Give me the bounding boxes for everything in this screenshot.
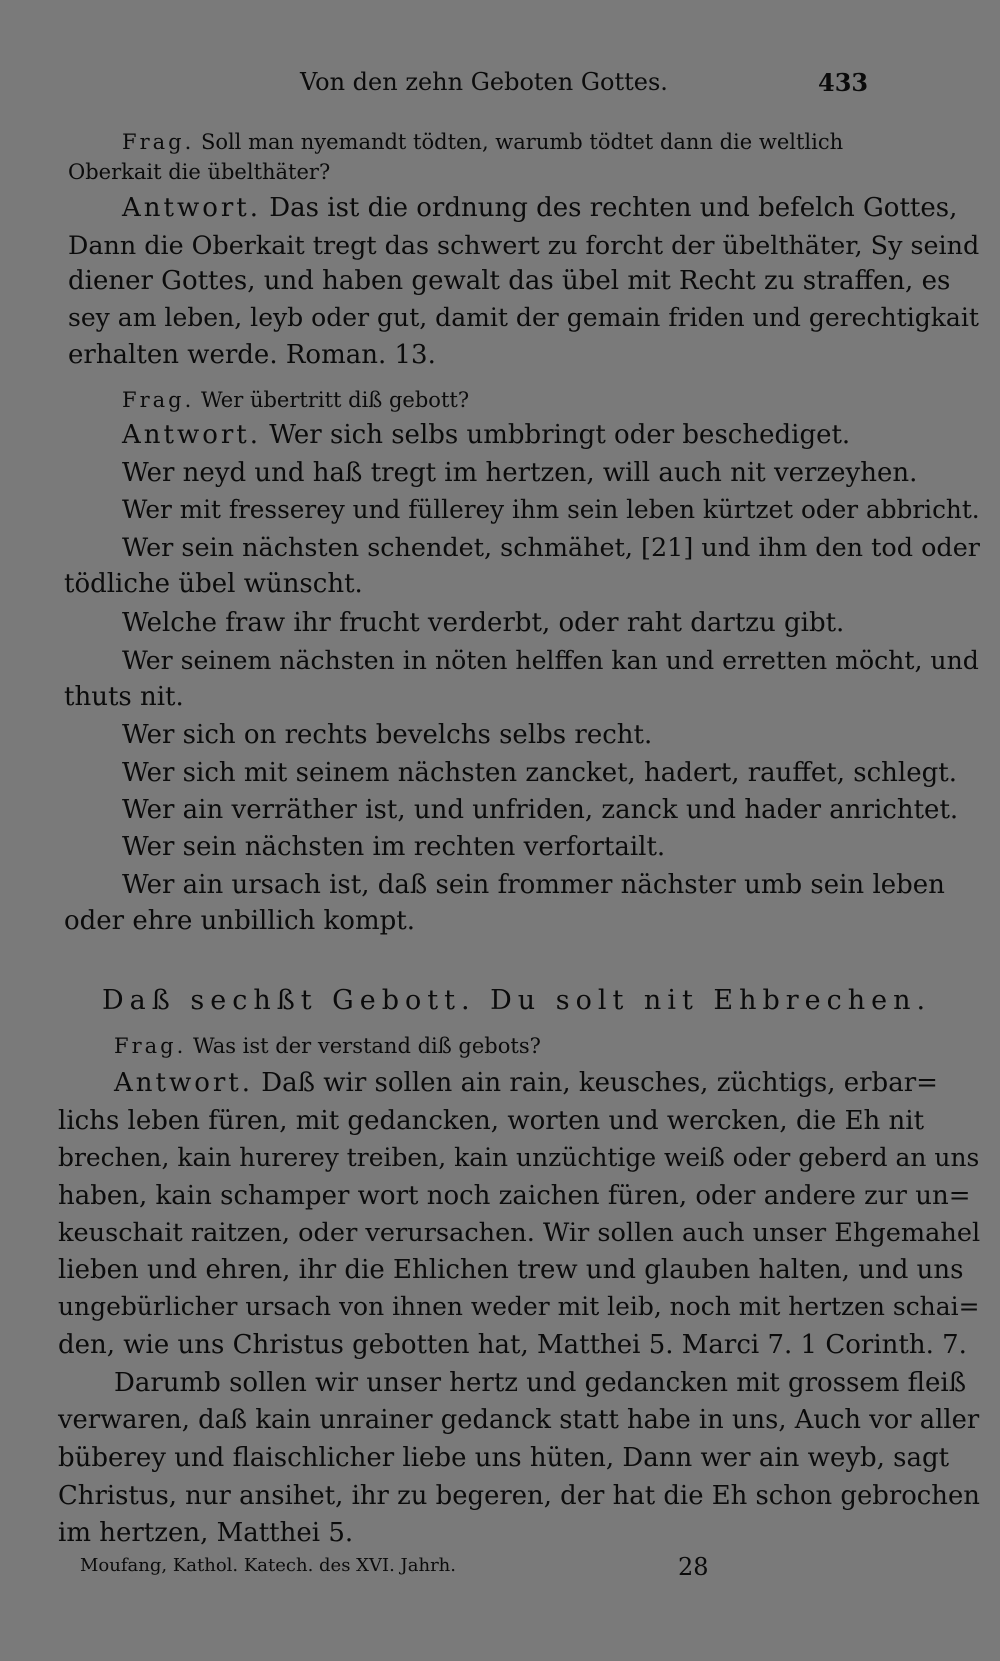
paragraph-line-4: Christus, nur ansihet, ihr zu begeren, der hat die Eh schon gebrochen (58, 1481, 980, 1511)
answer-text: Das ist die ordnung des rechten und befelch Gottes, (269, 193, 958, 223)
question-3 (114, 1034, 541, 1058)
answer-label: Antwort. (122, 420, 262, 450)
answer-2-line-5: tödliche übel wünscht. (64, 569, 363, 599)
sheet-number: 28 (678, 1553, 709, 1581)
answer-2-line-14: oder ehre unbillich kompt. (64, 906, 415, 936)
answer-2-line-9: Wer sich on rechts bevelchs selbs recht. (122, 720, 653, 750)
question-label: Frag. (122, 388, 195, 412)
answer-text: Wer sich selbs umbbringt oder beschediget. (269, 420, 851, 450)
answer-label: Antwort. (114, 1068, 254, 1098)
signature-line: Moufang, Kathol. Katech. des XVI. Jahrh. (80, 1555, 456, 1576)
section-heading: Daß sechßt Gebott. Du solt nit Ehbrechen. (102, 985, 932, 1016)
running-header: Von den zehn Geboten Gottes. (300, 68, 668, 96)
answer-2-line-6: Welche fraw ihr frucht verderbt, oder raht dartzu gibt. (122, 608, 845, 638)
answer-2-line-2: Wer neyd und haß tregt im hertzen, will auch nit verzeyhen. (122, 458, 918, 488)
question-1-line-1 (122, 130, 843, 154)
answer-1-line-3: diener Gottes, und haben gewalt das übel mit Recht zu straffen, es (68, 266, 951, 296)
answer-3-line-4: haben, kain schamper wort noch zaichen füren, oder andere zur un= (58, 1181, 971, 1211)
question-text: Was ist der verstand diß gebots? (192, 1034, 541, 1058)
answer-3-line-8: den, wie uns Christus gebotten hat, Matthei 5. Marci 7. 1 Corinth. 7. (58, 1330, 967, 1360)
answer-2-line-3: Wer mit fresserey und füllerey ihm sein leben kürtzet oder abbricht. (122, 495, 980, 524)
answer-2-line-1 (122, 420, 850, 450)
answer-3-line-1 (114, 1068, 938, 1098)
paragraph-line-1: Darumb sollen wir unser hertz und gedancken mit grossem fleiß (114, 1368, 967, 1398)
question-label: Frag. (122, 130, 195, 154)
answer-3-line-6: lieben und ehren, ihr die Ehlichen trew und glauben halten, und uns (58, 1255, 964, 1285)
answer-1-line-2: Dann die Oberkait tregt das schwert zu forcht der übelthäter, Sy seind (68, 230, 980, 260)
question-2 (122, 388, 469, 412)
answer-2-line-7: Wer seinem nächsten in nöten helffen kan und erretten möcht, und (122, 646, 979, 675)
question-text: Soll man nyemandt tödten, warumb tödtet dann die weltlich (200, 130, 844, 154)
answer-label: Antwort. (122, 193, 262, 223)
question-label: Frag. (114, 1034, 187, 1058)
answer-3-line-5: keuschait raitzen, oder verursachen. Wir sollen auch unser Ehgemahel (58, 1218, 981, 1248)
answer-3-line-3: brechen, kain hurerey treiben, kain unzüchtige weiß oder geberd an uns (58, 1143, 980, 1172)
paragraph-line-3: büberey und flaischlicher liebe uns hüten, Dann wer ain weyb, sagt (58, 1443, 950, 1473)
answer-2-line-10: Wer sich mit seinem nächsten zancket, hadert, rauffet, schlegt. (122, 758, 957, 788)
answer-3-line-7: ungebürlicher ursach von ihnen weder mit leib, noch mit hertzen schai= (58, 1292, 980, 1321)
paragraph-line-2: verwaren, daß kain unrainer gedanck statt habe in uns, Auch vor aller (58, 1405, 980, 1435)
answer-2-line-4: Wer sein nächsten schendet, schmähet, [21] und ihm den tod oder (122, 533, 980, 563)
answer-1-line-5: erhalten werde. Roman. 13. (68, 340, 436, 370)
question-text: Wer übertritt diß gebott? (200, 388, 470, 412)
paragraph-line-5: im hertzen, Matthei 5. (58, 1518, 354, 1548)
answer-3-line-2: lichs leben füren, mit gedancken, worten und wercken, die Eh nit (58, 1106, 925, 1136)
answer-text: Daß wir sollen ain rain, keusches, züchtigs, erbar= (261, 1068, 938, 1098)
question-1-line-2: Oberkait die übelthäter? (68, 160, 331, 184)
answer-1-line-4: sey am leben, leyb oder gut, damit der gemain friden und gerechtigkait (68, 303, 979, 332)
answer-2-line-12: Wer sein nächsten im rechten verfortailt. (122, 832, 666, 862)
answer-2-line-13: Wer ain ursach ist, daß sein frommer nächster umb sein leben (122, 870, 945, 900)
answer-1-line-1 (122, 193, 957, 223)
answer-2-line-8: thuts nit. (64, 682, 184, 712)
page-number: 433 (818, 68, 869, 97)
answer-2-line-11: Wer ain verräther ist, und unfriden, zanck und hader anrichtet. (122, 795, 959, 825)
